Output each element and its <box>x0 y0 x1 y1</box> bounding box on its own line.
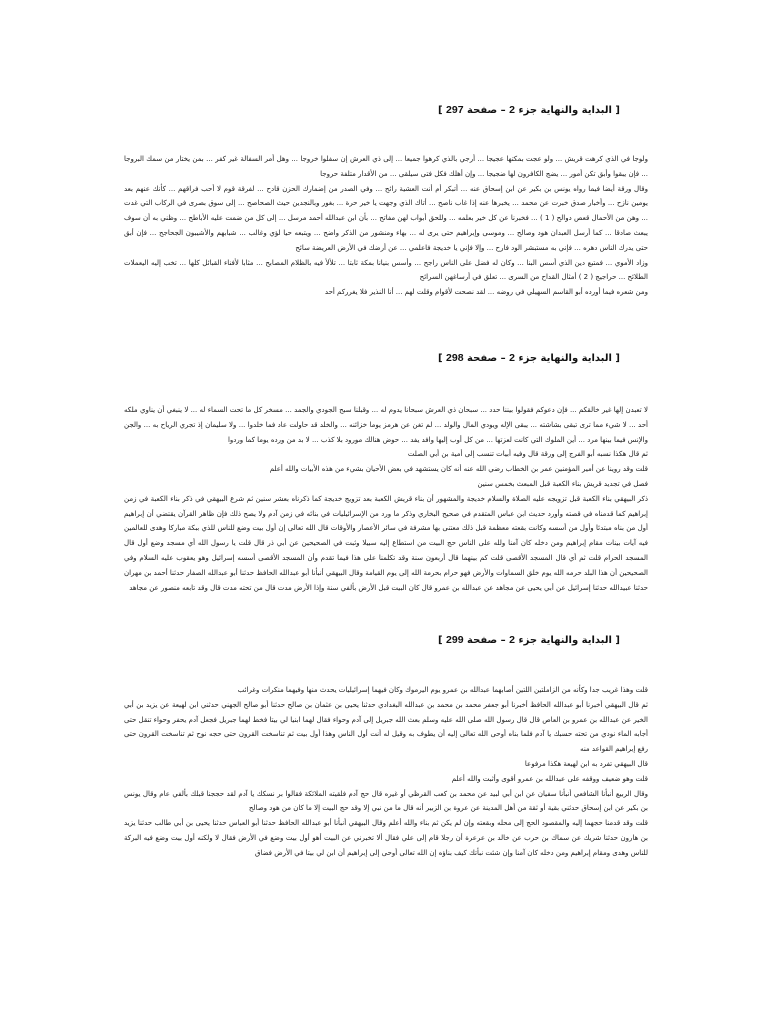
header-dash: – <box>500 635 506 646</box>
text-paragraph: قلت وقد قدمنا حجهما إليه والمقصود الحج إلى محله وبقعته وإن لم يكن ثم بناء والله أعلم وقال البيهقي أنبأنا أبو عبدالله الحافظ حدثنا أبو العباس حدثنا يحيى بن أبي طالب حدثنا يزيد بن هارون حدثنا شريك عن سماك بن حرب عن خالد بن عرعرة أن رجلا قام إلى علي فقال ألا تخبرني عن البيت أهو أول بيت وضع في الأرض فقال لا ولكنه أول بيت وضع فيه البركة للناس وهدى ومقام إبراهيم ومن دخله كان آمنا وإن شئت نبأتك كيف بناؤه إن الله تعالى أوحى إلى إبراهيم أن ابن لي بيتا في الأرض فضاق <box>124 819 648 857</box>
part-number: 2 <box>509 634 515 646</box>
header-close-bracket: ] <box>437 105 443 116</box>
text-paragraph: ثم قال هكذا نسبه أبو الفرج إلى ورقة قال وفيه أبيات تنسب إلى أمية بن أبي الصلت <box>407 450 648 459</box>
part-number: 2 <box>509 352 515 364</box>
text-paragraph: لا تعبدن إلها غير خالقكم ... فإن دعوكم فقولوا بيننا حدد ... سبحان ذي العرش سبحانا يدوم له ... وقبلنا سبح الجودي والجمد ... مسخر كل ما تحت السماء له ... لا ينبغي أن يناوي ملكه أحد ... لا شيء مما ترى تبقى بشاشته ... يبقى الإله ويودي المال والولد ... لم تغن عن هرمز يوما خزائنه ... والخلد قد حاولت عاد فما خلدوا ... ولا سليمان إذ تجري الرياح به ... والجن والإنس فيما بينها مرد ... أين الملوك التي كانت لعزتها ... من كل أوب إليها وافد يفد ... حوض هنالك مورود بلا كذب ... لا بد من ورده يوما كما وردوا <box>124 406 648 444</box>
part-label: جزء <box>518 635 538 646</box>
part-label: جزء <box>518 105 538 116</box>
text-paragraph: قلت وهذا غريب جدا وكأنه من الزاملتين اللتين أصابهما عبدالله بن عمرو يوم اليرموك وكان فيهما إسرائيليات يحدث منها وفيهما منكرات وغرائب <box>237 686 648 694</box>
header-dash: – <box>500 105 506 116</box>
page-header <box>438 634 620 646</box>
header-dash: – <box>500 353 506 364</box>
page-text <box>124 152 648 348</box>
text-paragraph: ذكر البيهقي بناء الكعبة قبل تزويجه عليه الصلاة والسلام خديجة والمشهور أن بناء قريش الكعبة بعد تزويج خديجة كما ذكرناه بعشر سنين ثم شرع البيهقي في ذكر بناء الكعبة في زمن إبراهيم كما قدمناه في قصته وأورد حديث ابن عباس المتقدم في صحيح البخاري وذكر ما ورد من الإسرائيليات في بنائه في زمن آدم ولا يصح ذلك فإن ظاهر القرآن يقتضي أن إبراهيم أول من بناه مبتدئا وأول من أسسه وكانت بقعته معظمة قبل ذلك معتنى بها مشرفة في سائر الأعصار والأوقات قال الله تعالى إن أول بيت وضع للناس للذي ببكة مباركا وهدى للعالمين فيه آيات بينات مقام إبراهيم ومن دخله كان آمنا ولله على الناس حج البيت من استطاع إليه سبيلا وثبت في الصحيحين عن أبي ذر قال قلت يا رسول الله أي مسجد وضع أول قال المسجد الحرام قلت ثم أي قال المسجد الأقصى قلت كم بينهما قال أربعون سنة وقد تكلمنا على هذا فيما تقدم وأن المسجد الأقصى أسسه إسرائيل وهو يعقوب عليه السلام وفي الصحيحين أن هذا البلد حرمه الله يوم خلق السماوات والأرض فهو حرام بحرمة الله إلى يوم القيامة وقال البيهقي أنبأنا أبو عبدالله الحافظ حدثنا أبو عبدالله الصفار حدثنا أحمد بن مهران حدثنا عبيدالله حدثنا إسرائيل عن أبي يحيى عن مجاهد عن عبدالله بن عمرو قال كان البيت قبل الأرض بألفي سنة وإذا الأرض مدت قال من تحته مدت قال وقد تابعه منصور عن مجاهد <box>124 494 648 592</box>
book-title: [ البداية والنهاية <box>540 105 620 116</box>
page-number: 299 <box>446 634 464 646</box>
text-paragraph: وزاد الأموي ... فمتبع دين الذي أسس البنا ... وكان له فضل على الناس راجح ... وأسس بنيانا بمكة ثابتا ... تلألأ فيه بالظلام المصابح ... مثابا لأفناء القبائل كلها ... تخب إليه اليعملات الطلائح ... حراجيج ( 2 ) أمثال القداح من السرى ... تعلق في أرساغهن السرائح <box>124 258 648 282</box>
book-title: [ البداية والنهاية <box>540 635 620 646</box>
text-paragraph: فصل في تجديد قريش بناء الكعبة قبل المبعث بخمس سنين <box>477 479 648 488</box>
page-header <box>438 104 620 116</box>
text-paragraph: وقال الربيع أنبأنا الشافعي أنبأنا سفيان عن ابن أبي لبيد عن محمد بن كعب القرظي أو غيره قال حج آدم فلقيته الملائكة فقالوا بر نسكك يا آدم لقد حججنا قبلك بألفي عام وقال يونس بن بكير عن ابن إسحاق حدثني بقية أو ثقة من أهل المدينة عن عروة بن الزبير أنه قال ما من نبي إلا وقد حج البيت إلا ما كان من هود وصالح <box>124 789 648 813</box>
book-title: [ البداية والنهاية <box>540 353 620 364</box>
part-label: جزء <box>518 353 538 364</box>
page-label: صفحة <box>467 635 498 646</box>
header-close-bracket: ] <box>437 353 443 364</box>
page-label: صفحة <box>467 105 498 116</box>
text-paragraph: قلت وهو ضعيف ووقفه على عبدالله بن عمرو أقوى وأثبت والله أعلم <box>451 774 648 783</box>
page-label: صفحة <box>467 353 498 364</box>
header-close-bracket: ] <box>437 635 443 646</box>
page-number: 298 <box>446 352 464 364</box>
part-number: 2 <box>509 104 515 116</box>
page-text <box>124 403 648 615</box>
text-paragraph: وقال ورقة أيضا فيما رواه يونس بن بكير عن ابن إسحاق عنه ... أتبكر أم أنت العشية رائح ... وفي الصدر من إضمارك الحزن قادح ... لفرقة قوم لا أحب فراقهم ... كأنك عنهم بعد يومين نازح ... وأخبار صدق خبرت عن محمد ... يخبرها عنه إذا غاب ناصح ... أتاك الذي وجهت يا خير حرة ... بغور وبالنجدين حيث الصحاصح ... إلى سوق بصرى في الركاب التي غدت ... وهن من الأحمال قعص دوالح ( 1 ) ... فخبرنا عن كل خير بعلمه ... وللحق أبواب لهن مفاتح ... بأن ابن عبدالله أحمد مرسل ... إلى كل من ضمت عليه الأباطح ... وظني به أن سوف يبعث صادقا ... كما أرسل العبدان هود وصالح ... وموسى وإبراهيم حتى يرى له ... بهاء ومنشور من الذكر واضح ... ويتبعه حيا لؤي وغالب ... شبابهم والأشيبون الجحاجح ... فإن أبق حتى يدرك الناس دهره ... فإني به مستبشر الود فارح ... وإلا فإني يا خديجة فاعلمي ... عن أرضك في الأرض العريضة سائح <box>124 184 648 252</box>
text-paragraph: قلت وقد روينا عن أمير المؤمنين عمر بن الخطاب رضي الله عنه أنه كان يستشهد في بعض الأحيان بشيء من هذه الأبيات والله أعلم <box>269 465 648 474</box>
text-paragraph: قال البيهقي تفرد به ابن لهيعة هكذا مرفوعا <box>524 759 648 768</box>
text-paragraph: ولوجا في الذي كرهت قريش ... ولو عجت بمكتها عجيجا ... أرجي بالذي كرهوا جميعا ... إلى ذي العرش إن سفلوا خروجا ... وهل أمر السفالة غير كفر ... بمن يختار من سمك البروجا ... فإن يبقوا وأبق تكن أمور ... يضج الكافرون لها ضجيجا ... وإن أهلك فكل فتى سيلقى ... من الأقدار متلفة حروجا <box>124 155 648 178</box>
page-header <box>438 352 620 364</box>
page-text <box>124 683 648 865</box>
page-number: 297 <box>446 104 464 116</box>
text-paragraph: ومن شعره فيما أورده أبو القاسم السهيلي في روضه ... لقد نصحت لأقوام وقلت لهم ... أنا النذير فلا يغرركم أحد <box>324 288 648 297</box>
text-paragraph: ثم قال البيهقي أخبرنا أبو عبدالله الحافظ أخبرنا أبو جعفر محمد بن محمد بن عبدالله البغدادي حدثنا يحيى بن عثمان بن صالح حدثنا أبو صالح الجهني حدثني ابن لهيعة عن يزيد بن أبي الخير عن عبدالله بن عمرو بن العاص قال قال رسول الله صلى الله عليه وسلم بعث الله جبريل إلى آدم وحواء فقال لهما ابنيا لي بيتا فخط لهما جبريل فجعل آدم يحفر وحواء تنقل حتى أجابه الماء نودي من تحته حسبك يا آدم فلما بناه أوحى الله تعالى إليه أن يطوف به وقيل له أنت أول الناس وهذا أول بيت ثم تناسخت القرون حتى حجه نوح ثم تناسخت القرون حتى رفع إبراهيم القواعد منه <box>124 700 648 754</box>
